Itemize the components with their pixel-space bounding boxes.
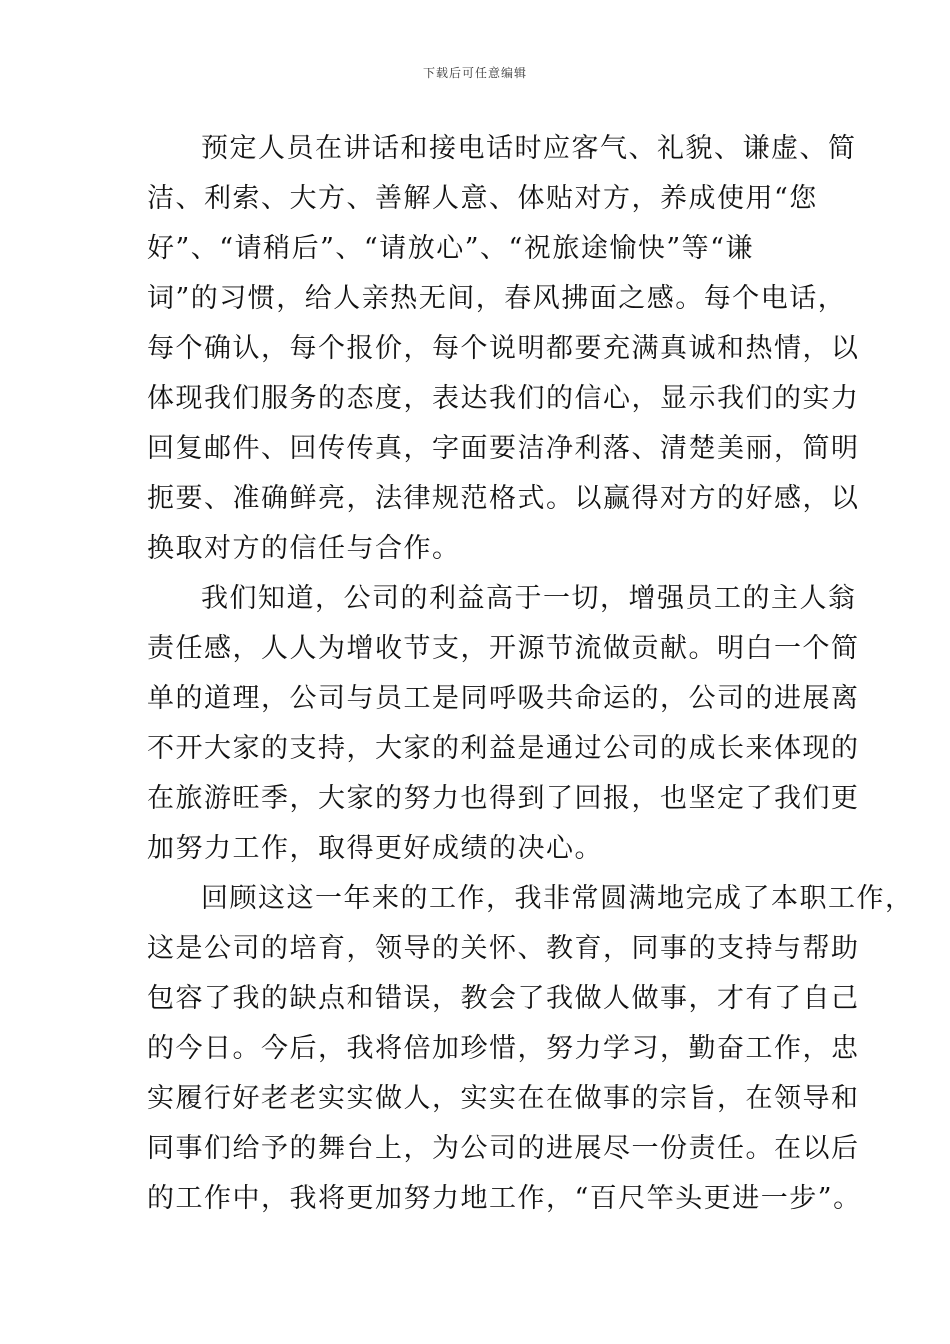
paragraph-line: 责任感，人人为增收节支，开源节流做贡献。明白一个简 bbox=[147, 633, 860, 664]
paragraph-line: 实履行好老老实实做人，实实在在做事的宗旨，在领导和 bbox=[147, 1083, 860, 1114]
paragraph-line: 扼要、准确鲜亮，法律规范格式。以赢得对方的好感，以 bbox=[147, 483, 860, 514]
paragraph-line: 每个确认，每个报价，每个说明都要充满真诚和热情，以 bbox=[147, 333, 860, 364]
paragraph-line: 不开大家的支持，大家的利益是通过公司的成长来体现的 bbox=[147, 733, 860, 764]
paragraph-line: 回复邮件、回传传真，字面要洁净利落、清楚美丽，简明 bbox=[147, 433, 860, 464]
paragraph-line: 换取对方的信任与合作。 bbox=[147, 533, 461, 564]
paragraph-1 bbox=[147, 124, 860, 574]
paragraph-line: 预定人员在讲话和接电话时应客气、礼貌、谦虚、简 bbox=[201, 133, 857, 164]
paragraph-line: 洁、利索、大方、善解人意、体贴对方，养成使用“您 bbox=[147, 183, 818, 214]
paragraph-line: 在旅游旺季，大家的努力也得到了回报，也坚定了我们更 bbox=[147, 783, 860, 814]
paragraph-line: 单的道理，公司与员工是同呼吸共命运的，公司的进展离 bbox=[147, 683, 860, 714]
paragraph-line: 这是公司的培育，领导的关怀、教育，同事的支持与帮助 bbox=[147, 933, 860, 964]
paragraph-line: 体现我们服务的态度，表达我们的信心，显示我们的实力 bbox=[147, 383, 860, 414]
paragraph-line: 好”、“请稍后”、“请放心”、“祝旅途愉快”等“谦 bbox=[147, 233, 754, 264]
page-header: 下载后可任意编辑 bbox=[422, 66, 527, 80]
paragraph-line: 我们知道，公司的利益高于一切，增强员工的主人翁 bbox=[201, 583, 857, 614]
paragraph-2 bbox=[147, 574, 860, 874]
paragraph-line: 同事们给予的舞台上，为公司的进展尽一份责任。在以后 bbox=[147, 1133, 860, 1164]
paragraph-line: 包容了我的缺点和错误，教会了我做人做事，才有了自己 bbox=[147, 983, 860, 1014]
paragraph-line: 加努力工作，取得更好成绩的决心。 bbox=[147, 833, 603, 864]
paragraph-line: 的工作中，我将更加努力地工作，“百尺竿头更进一步”。 bbox=[147, 1183, 862, 1214]
paragraph-line: 的今日。今后，我将倍加珍惜，努力学习，勤奋工作，忠 bbox=[147, 1033, 860, 1064]
paragraph-line: 回顾这这一年来的工作，我非常圆满地完成了本职工作， bbox=[201, 883, 914, 914]
document-body bbox=[147, 124, 914, 1224]
paragraph-line: 词”的习惯，给人亲热无间，春风拂面之感。每个电话， bbox=[147, 283, 847, 314]
paragraph-3 bbox=[147, 874, 914, 1224]
